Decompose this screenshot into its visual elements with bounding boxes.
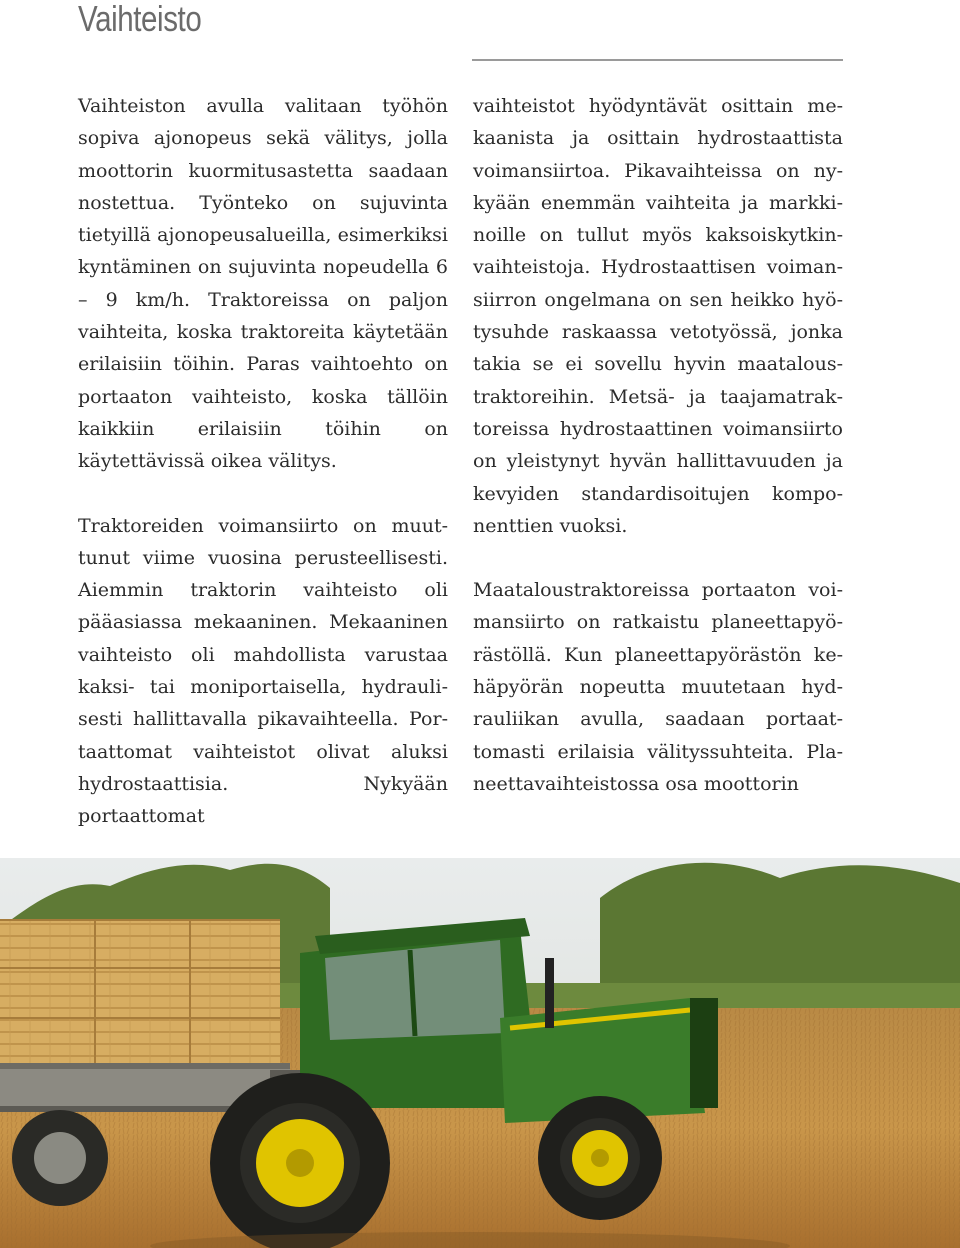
tractor-photo	[0, 858, 960, 1248]
paragraph: vaihteistot hyödyntävät osittain mekaanista ja osittain hydrostaattista voimansiirtoa. Pikavaihteissa on nykyään enemmän vaihteita ja markkinoille on tullut myös kaksoiskytkinvaihteistoja. Hydrostaattisen voimansiirron ongelmana on sen heikko hyötysuhde raskaassa vetotyössä, jonka takia se ei sovellu hyvin maataloustraktoreihin. Metsä- ja taajamatraktoreissa hydrostaattinen voimansiirto on yleistynyt hyvän hallittavuuden ja kevyiden standardisoitujen komponenttien vuoksi.	[473, 95, 843, 537]
paragraph: Maataloustraktoreissa portaaton voimansiirto on ratkaistu planeettapyörästöllä. Kun planeettapyörästön kehäpyörän nopeutta muutetaan hydrauliikan avulla, saadaan portaattomasti erilaisia välityssuhteita. Planeettavaihteistossa osa moottorin	[473, 579, 843, 795]
left-column	[78, 90, 448, 865]
tractor-illustration	[0, 858, 960, 1248]
paragraph: Traktoreiden voimansiirto on muuttunut viime vuosina perusteellisesti. Aiemmin traktorin vaihteisto oli pääasiassa mekaaninen. Mekaaninen vaihteisto oli mahdollista varustaa kaksi- tai moniportaisella, hydraulisesti hallittavalla pikavaihteella. Portaattomat vaihteistot olivat aluksi hydrostaattisia. Nykyään portaattomat	[78, 514, 448, 828]
paragraph: Vaihteiston avulla valitaan työhön sopiva ajonopeus sekä välitys, jolla moottorin kuormitusastetta saadaan nostettua. Työnteko on sujuvinta tietyillä ajonopeusalueilla, esimerkiksi kyntäminen on sujuvinta nopeudella 6 – 9 km/h. Traktoreissa on paljon vaihteita, koska traktoreita käytetään erilaisiin töihin. Paras vaihtoehto on portaaton vaihteisto, koska tällöin kaikkiin erilaisiin töihin on käytettävissä oikea välitys.	[78, 95, 448, 473]
page-title: Vaihteisto	[78, 0, 202, 39]
right-column	[473, 90, 843, 832]
header-rule	[472, 59, 843, 61]
